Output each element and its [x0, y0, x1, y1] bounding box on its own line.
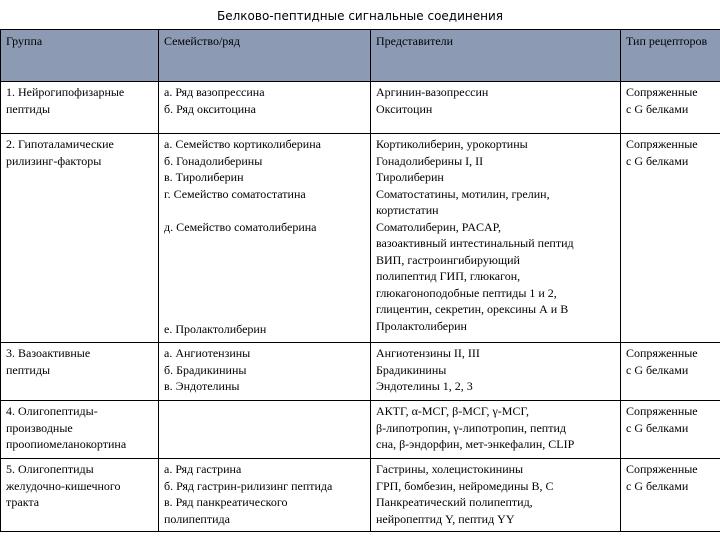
family-cell: а. Ряд вазопрессина б. Ряд окситоцина	[159, 82, 371, 134]
table-row	[1, 343, 720, 401]
column-header-group: Группа	[1, 30, 159, 82]
column-header-representatives: Представители	[371, 30, 621, 82]
family-cell	[159, 401, 371, 459]
representatives-cell: Ангиотензины II, III Брадикинины Эндотелины 1, 2, 3	[371, 343, 621, 401]
table-header-row	[1, 30, 720, 82]
family-cell: а. Ангиотензины б. Брадикинины в. Эндотелины	[159, 343, 371, 401]
table-row	[1, 134, 720, 343]
receptor-cell: Сопряженные с G белками	[621, 82, 720, 134]
group-cell: 3. Вазоактивные пептиды	[1, 343, 159, 401]
receptor-cell: Сопряженные с G белками	[621, 343, 720, 401]
column-header-receptor-type: Тип рецепторов	[621, 30, 720, 82]
receptor-cell: Сопряженные с G белками	[621, 401, 720, 459]
representatives-cell: Гастрины, холецистокинины ГРП, бомбезин, нейромедины В, С Панкреатический полипептид, нейропептид Y, пептид YY	[371, 459, 621, 532]
group-cell: 1. Нейрогипофизарные пептиды	[1, 82, 159, 134]
representatives-cell: Кортиколиберин, урокортины Гонадолиберины I, II Тиролиберин Соматостатины, мотилин, грелин, кортистатин Соматолиберин, PACAP, вазоактивный интестинальный пептид ВИП, гастроингибирующий полипептид ГИП, глюкагон, глюкагоноподобные пептиды 1 и 2, глицентин, секретин, орексины А и В Пролактолиберин	[371, 134, 621, 343]
table-row	[1, 401, 720, 459]
receptor-cell: Сопряженные с G белками	[621, 134, 720, 343]
table-row	[1, 82, 720, 134]
representatives-cell: АКТГ, α-МСГ, β-МСГ, γ-МСГ, β-липотропин, γ-липотропин, пептид сна, β-эндорфин, мет-энкефалин, CLIP	[371, 401, 621, 459]
group-cell: 2. Гипоталамические рилизинг-факторы	[1, 134, 159, 343]
column-header-family: Семейство/ряд	[159, 30, 371, 82]
group-cell: 4. Олигопептиды- производные проопиомеланокортина	[1, 401, 159, 459]
table-row	[1, 459, 720, 532]
receptor-cell: Сопряженные с G белками	[621, 459, 720, 532]
group-cell: 5. Олигопептиды желудочно-кишечного тракта	[1, 459, 159, 532]
page-title: Белково-пептидные сигнальные соединения	[217, 9, 503, 23]
family-cell: а. Ряд гастрина б. Ряд гастрин-рилизинг пептида в. Ряд панкреатического полипептида	[159, 459, 371, 532]
family-cell: а. Семейство кортиколиберина б. Гонадолиберины в. Тиролиберин г. Семейство соматостатина д. Семейство соматолиберина е. Пролактолиберин	[159, 134, 371, 343]
peptide-table	[0, 29, 720, 532]
representatives-cell: Аргинин-вазопрессин Окситоцин	[371, 82, 621, 134]
